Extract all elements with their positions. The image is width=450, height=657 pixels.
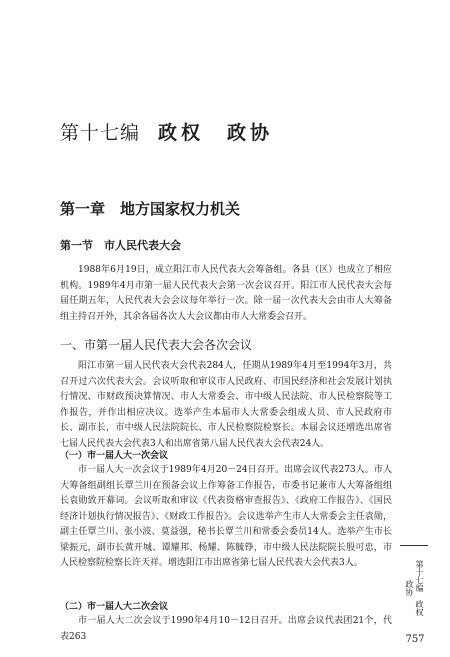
- running-sidebar: [400, 553, 428, 623]
- paragraph-first-session: 市一届人大一次会议于1989年4月20－24日召开。出席会议代表273人。市人大筹备组副组长覃兰川在预备会议上作筹备工作报告，市委书记兼市人大筹备组组长袁勋致开幕词。会议听取和审议《代表资格审查报告》、《政府工作报告》、《国民经济计划执行情况报告》、《财政工作报告》。会议选举产生市人大常委会主任袁勋，副主任覃兰川、张小波、莫益强，秘书长覃兰川和常委会委员14人。选举产生市长梁振元，副市长黄开城、谭耀邦、杨耀、陈毓铮，市中级人民法院院长殷可忠，市人民检察院检察长许天祥。增选阳江市出席省第七届人民代表大会代表3人。: [60, 465, 392, 568]
- subheading-first-session: （一）市一届人大一次会议: [60, 451, 169, 461]
- chapter-title: 第一章 地方国家权力机关: [60, 200, 241, 218]
- part-title: [60, 118, 273, 145]
- sidebar-rule: [400, 545, 428, 546]
- paragraph-first-congress: 阳江市第一届人民代表大会代表284人，任期从1989年4月至1994年3月，共召开过六次代表大会。会议听取和审议市人民政府、市国民经济和社会发展计划执行情况、市财政预决算情况、市人大常委会、市中级人民法院、市人民检察院等工作报告，并作出相应决议。选举产生本届市人大常委会组成人员、市人民政府市长、副市长，市中级人民法院院长、市人民检察院检察长。本届会议还增选出席省七届人民代表大会代表3人和出席省第八届人民代表大会代表24人。: [60, 361, 392, 449]
- page-number: 757: [405, 634, 425, 645]
- paragraph-second-session: 市一届人大二次会议于1990年4月10－12日召开。出席会议代表团21个，代表263: [60, 616, 392, 642]
- intro-paragraph: 1988年6月19日，成立阳江市人民代表大会筹备组。各县（区）也成立了相应机构。1989年4月市第一届人民代表大会第一次会议召开。阳江市人民代表大会每届任期五年，人民代表大会会议每年举行一次。除一届一次代表大会由市人大筹备组主持召开外，其余各届各次人大会议都由市人大常委会召开。: [60, 265, 392, 322]
- part-number: 第十七编: [60, 122, 141, 144]
- part-name: 政权 政协: [158, 122, 274, 144]
- section-title: 第一节 市人民代表大会: [60, 239, 181, 252]
- heading-session-list: 一、市第一届人民代表大会各次会议: [60, 338, 253, 352]
- subheading-second-session: （二）市一届人大二次会议: [60, 602, 169, 612]
- sidebar-label: 第十七编 政权 政协: [405, 560, 424, 624]
